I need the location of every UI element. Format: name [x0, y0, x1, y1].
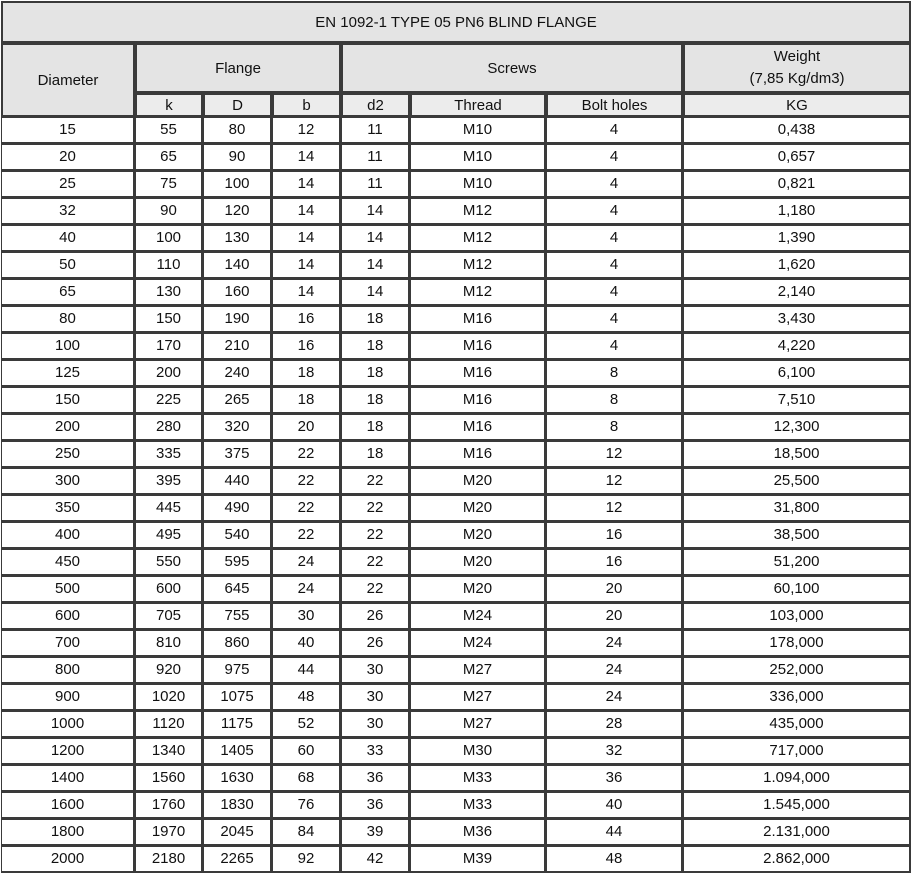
thread-cell: M33 [410, 792, 546, 819]
diameter-cell: 300 [1, 468, 135, 495]
weight-cell: 25,500 [683, 468, 911, 495]
bolt-holes-cell: 44 [546, 819, 683, 846]
weight-cell: 1,620 [683, 252, 911, 279]
k-cell: 280 [135, 414, 203, 441]
table-row [1, 360, 911, 387]
b-cell: 68 [272, 765, 341, 792]
thread-cell: M12 [410, 279, 546, 306]
k-cell: 90 [135, 198, 203, 225]
d-cell: 975 [203, 657, 272, 684]
table-row [1, 819, 911, 846]
k-cell: 65 [135, 144, 203, 171]
thread-cell: M16 [410, 441, 546, 468]
thread-cell: M10 [410, 144, 546, 171]
b-cell: 52 [272, 711, 341, 738]
diameter-cell: 1600 [1, 792, 135, 819]
weight-density-label: (7,85 Kg/dm3) [749, 70, 845, 87]
diameter-cell: 125 [1, 360, 135, 387]
d-cell: 375 [203, 441, 272, 468]
d-cell: 540 [203, 522, 272, 549]
bolt-holes-cell: 24 [546, 657, 683, 684]
weight-cell: 252,000 [683, 657, 911, 684]
diameter-cell: 32 [1, 198, 135, 225]
d-cell: 645 [203, 576, 272, 603]
flange-header: Flange [135, 43, 341, 93]
bolt-holes-cell: 40 [546, 792, 683, 819]
b-cell: 60 [272, 738, 341, 765]
k-cell: 495 [135, 522, 203, 549]
bolt-holes-cell: 4 [546, 333, 683, 360]
screws-header: Screws [341, 43, 683, 93]
k-cell: 75 [135, 171, 203, 198]
diameter-cell: 50 [1, 252, 135, 279]
d2-cell: 30 [341, 711, 410, 738]
diameter-cell: 450 [1, 549, 135, 576]
d-cell: 320 [203, 414, 272, 441]
table-row [1, 441, 911, 468]
bolt-holes-cell: 16 [546, 522, 683, 549]
b-cell: 48 [272, 684, 341, 711]
d-cell: 2045 [203, 819, 272, 846]
diameter-cell: 2000 [1, 846, 135, 873]
table-row [1, 684, 911, 711]
diameter-cell: 900 [1, 684, 135, 711]
table-row [1, 414, 911, 441]
bolt-holes-cell: 4 [546, 252, 683, 279]
table-row [1, 252, 911, 279]
thread-cell: M12 [410, 252, 546, 279]
b-cell: 16 [272, 306, 341, 333]
d2-cell: 18 [341, 441, 410, 468]
weight-cell: 0,438 [683, 117, 911, 144]
k-cell: 200 [135, 360, 203, 387]
weight-cell: 6,100 [683, 360, 911, 387]
d2-cell: 22 [341, 549, 410, 576]
weight-cell: 435,000 [683, 711, 911, 738]
d-cell: 240 [203, 360, 272, 387]
thread-cell: M27 [410, 657, 546, 684]
weight-label: Weight [773, 48, 821, 65]
weight-cell: 60,100 [683, 576, 911, 603]
b-cell: 18 [272, 360, 341, 387]
k-cell: 705 [135, 603, 203, 630]
k-cell: 2180 [135, 846, 203, 873]
d2-cell: 33 [341, 738, 410, 765]
table-row [1, 279, 911, 306]
d2-cell: 39 [341, 819, 410, 846]
thread-cell: M20 [410, 468, 546, 495]
thread-cell: M16 [410, 360, 546, 387]
d-cell: 860 [203, 630, 272, 657]
weight-cell: 1,390 [683, 225, 911, 252]
d2-cell: 22 [341, 576, 410, 603]
d-cell: 440 [203, 468, 272, 495]
d2-cell: 18 [341, 333, 410, 360]
d-cell: 210 [203, 333, 272, 360]
weight-cell: 3,430 [683, 306, 911, 333]
k-cell: 445 [135, 495, 203, 522]
weight-cell: 0,821 [683, 171, 911, 198]
b-header: b [272, 93, 341, 117]
d2-cell: 30 [341, 684, 410, 711]
weight-cell: 103,000 [683, 603, 911, 630]
weight-cell: 4,220 [683, 333, 911, 360]
k-cell: 920 [135, 657, 203, 684]
d2-cell: 30 [341, 657, 410, 684]
b-cell: 22 [272, 495, 341, 522]
weight-cell: 2,140 [683, 279, 911, 306]
bolt-holes-cell: 20 [546, 603, 683, 630]
bolt-holes-header: Bolt holes [546, 93, 683, 117]
thread-cell: M16 [410, 387, 546, 414]
diameter-cell: 500 [1, 576, 135, 603]
diameter-cell: 15 [1, 117, 135, 144]
d2-cell: 11 [341, 144, 410, 171]
d2-header: d2 [341, 93, 410, 117]
k-cell: 55 [135, 117, 203, 144]
thread-cell: M30 [410, 738, 546, 765]
k-cell: 170 [135, 333, 203, 360]
table-row [1, 144, 911, 171]
table-row [1, 711, 911, 738]
k-cell: 150 [135, 306, 203, 333]
bolt-holes-cell: 12 [546, 441, 683, 468]
k-cell: 1970 [135, 819, 203, 846]
b-cell: 92 [272, 846, 341, 873]
b-cell: 44 [272, 657, 341, 684]
d-cell: 160 [203, 279, 272, 306]
table-row [1, 117, 911, 144]
bolt-holes-cell: 8 [546, 387, 683, 414]
thread-cell: M33 [410, 765, 546, 792]
table-row [1, 549, 911, 576]
b-cell: 12 [272, 117, 341, 144]
table-row [1, 171, 911, 198]
d-cell: 140 [203, 252, 272, 279]
thread-cell: M27 [410, 711, 546, 738]
thread-cell: M39 [410, 846, 546, 873]
b-cell: 22 [272, 468, 341, 495]
weight-cell: 1.545,000 [683, 792, 911, 819]
blind-flange-table [1, 1, 911, 873]
d-cell: 120 [203, 198, 272, 225]
d2-cell: 22 [341, 495, 410, 522]
thread-cell: M20 [410, 576, 546, 603]
table-row [1, 468, 911, 495]
table-row [1, 576, 911, 603]
d2-cell: 14 [341, 252, 410, 279]
b-cell: 18 [272, 387, 341, 414]
b-cell: 14 [272, 252, 341, 279]
bolt-holes-cell: 4 [546, 144, 683, 171]
b-cell: 14 [272, 144, 341, 171]
weight-cell: 18,500 [683, 441, 911, 468]
d2-cell: 11 [341, 117, 410, 144]
d-cell: 595 [203, 549, 272, 576]
thread-cell: M27 [410, 684, 546, 711]
thread-cell: M20 [410, 495, 546, 522]
table-row [1, 198, 911, 225]
diameter-cell: 150 [1, 387, 135, 414]
thread-cell: M12 [410, 198, 546, 225]
table-row [1, 738, 911, 765]
d-cell: 1405 [203, 738, 272, 765]
d2-cell: 22 [341, 468, 410, 495]
table-row [1, 387, 911, 414]
diameter-cell: 100 [1, 333, 135, 360]
thread-cell: M20 [410, 549, 546, 576]
weight-cell: 1.094,000 [683, 765, 911, 792]
bolt-holes-cell: 4 [546, 198, 683, 225]
b-cell: 24 [272, 576, 341, 603]
table-header [1, 1, 911, 117]
k-cell: 810 [135, 630, 203, 657]
b-cell: 14 [272, 171, 341, 198]
table-body [1, 117, 911, 873]
d-cell: 1075 [203, 684, 272, 711]
b-cell: 14 [272, 279, 341, 306]
d-cell: 100 [203, 171, 272, 198]
diameter-cell: 1000 [1, 711, 135, 738]
diameter-cell: 700 [1, 630, 135, 657]
d-cell: 80 [203, 117, 272, 144]
table-row [1, 522, 911, 549]
bolt-holes-cell: 4 [546, 306, 683, 333]
bolt-holes-cell: 28 [546, 711, 683, 738]
table-row [1, 846, 911, 873]
d2-cell: 18 [341, 306, 410, 333]
d-cell: 1630 [203, 765, 272, 792]
k-cell: 600 [135, 576, 203, 603]
d2-cell: 18 [341, 360, 410, 387]
d-header: D [203, 93, 272, 117]
diameter-cell: 80 [1, 306, 135, 333]
b-cell: 30 [272, 603, 341, 630]
weight-cell: 336,000 [683, 684, 911, 711]
b-cell: 16 [272, 333, 341, 360]
bolt-holes-cell: 12 [546, 468, 683, 495]
bolt-holes-cell: 8 [546, 414, 683, 441]
diameter-cell: 250 [1, 441, 135, 468]
thread-cell: M24 [410, 630, 546, 657]
b-cell: 22 [272, 522, 341, 549]
b-cell: 14 [272, 198, 341, 225]
b-cell: 40 [272, 630, 341, 657]
d-cell: 1830 [203, 792, 272, 819]
d-cell: 2265 [203, 846, 272, 873]
k-cell: 1120 [135, 711, 203, 738]
d2-cell: 36 [341, 765, 410, 792]
bolt-holes-cell: 4 [546, 279, 683, 306]
b-cell: 22 [272, 441, 341, 468]
k-cell: 1760 [135, 792, 203, 819]
weight-cell: 178,000 [683, 630, 911, 657]
b-cell: 14 [272, 225, 341, 252]
diameter-cell: 200 [1, 414, 135, 441]
table-title: EN 1092-1 TYPE 05 PN6 BLIND FLANGE [1, 1, 911, 43]
diameter-cell: 400 [1, 522, 135, 549]
k-cell: 225 [135, 387, 203, 414]
d-cell: 490 [203, 495, 272, 522]
k-header: k [135, 93, 203, 117]
diameter-cell: 65 [1, 279, 135, 306]
kg-header: KG [683, 93, 911, 117]
k-cell: 550 [135, 549, 203, 576]
d2-cell: 26 [341, 630, 410, 657]
diameter-cell: 1200 [1, 738, 135, 765]
diameter-cell: 25 [1, 171, 135, 198]
weight-cell: 717,000 [683, 738, 911, 765]
table-row [1, 657, 911, 684]
b-cell: 20 [272, 414, 341, 441]
d2-cell: 14 [341, 279, 410, 306]
diameter-header: Diameter [1, 43, 135, 117]
bolt-holes-cell: 48 [546, 846, 683, 873]
table-row [1, 630, 911, 657]
d2-cell: 14 [341, 198, 410, 225]
bolt-holes-cell: 24 [546, 630, 683, 657]
d-cell: 755 [203, 603, 272, 630]
diameter-cell: 1800 [1, 819, 135, 846]
d2-cell: 14 [341, 225, 410, 252]
table-row [1, 495, 911, 522]
weight-cell: 2.131,000 [683, 819, 911, 846]
thread-cell: M16 [410, 333, 546, 360]
thread-cell: M10 [410, 117, 546, 144]
bolt-holes-cell: 36 [546, 765, 683, 792]
thread-header: Thread [410, 93, 546, 117]
b-cell: 24 [272, 549, 341, 576]
d-cell: 130 [203, 225, 272, 252]
table-row [1, 765, 911, 792]
bolt-holes-cell: 12 [546, 495, 683, 522]
bolt-holes-cell: 8 [546, 360, 683, 387]
b-cell: 84 [272, 819, 341, 846]
d2-cell: 18 [341, 387, 410, 414]
table-row [1, 792, 911, 819]
k-cell: 1340 [135, 738, 203, 765]
weight-cell: 12,300 [683, 414, 911, 441]
weight-cell: 51,200 [683, 549, 911, 576]
bolt-holes-cell: 20 [546, 576, 683, 603]
diameter-cell: 350 [1, 495, 135, 522]
k-cell: 130 [135, 279, 203, 306]
d2-cell: 22 [341, 522, 410, 549]
d2-cell: 18 [341, 414, 410, 441]
thread-cell: M20 [410, 522, 546, 549]
bolt-holes-cell: 4 [546, 171, 683, 198]
table-row [1, 306, 911, 333]
k-cell: 110 [135, 252, 203, 279]
weight-cell: 31,800 [683, 495, 911, 522]
k-cell: 335 [135, 441, 203, 468]
weight-cell: 2.862,000 [683, 846, 911, 873]
table-row [1, 225, 911, 252]
weight-header [683, 43, 911, 93]
diameter-cell: 40 [1, 225, 135, 252]
diameter-cell: 1400 [1, 765, 135, 792]
k-cell: 1560 [135, 765, 203, 792]
d2-cell: 36 [341, 792, 410, 819]
weight-cell: 1,180 [683, 198, 911, 225]
thread-cell: M16 [410, 414, 546, 441]
table-row [1, 333, 911, 360]
bolt-holes-cell: 16 [546, 549, 683, 576]
d-cell: 90 [203, 144, 272, 171]
table-row [1, 603, 911, 630]
d2-cell: 42 [341, 846, 410, 873]
diameter-cell: 20 [1, 144, 135, 171]
b-cell: 76 [272, 792, 341, 819]
d-cell: 265 [203, 387, 272, 414]
thread-cell: M24 [410, 603, 546, 630]
d2-cell: 26 [341, 603, 410, 630]
weight-cell: 7,510 [683, 387, 911, 414]
diameter-cell: 600 [1, 603, 135, 630]
weight-cell: 38,500 [683, 522, 911, 549]
d2-cell: 11 [341, 171, 410, 198]
bolt-holes-cell: 4 [546, 225, 683, 252]
d-cell: 190 [203, 306, 272, 333]
weight-cell: 0,657 [683, 144, 911, 171]
k-cell: 395 [135, 468, 203, 495]
bolt-holes-cell: 4 [546, 117, 683, 144]
bolt-holes-cell: 32 [546, 738, 683, 765]
thread-cell: M36 [410, 819, 546, 846]
diameter-cell: 800 [1, 657, 135, 684]
k-cell: 1020 [135, 684, 203, 711]
thread-cell: M12 [410, 225, 546, 252]
bolt-holes-cell: 24 [546, 684, 683, 711]
thread-cell: M16 [410, 306, 546, 333]
k-cell: 100 [135, 225, 203, 252]
thread-cell: M10 [410, 171, 546, 198]
d-cell: 1175 [203, 711, 272, 738]
